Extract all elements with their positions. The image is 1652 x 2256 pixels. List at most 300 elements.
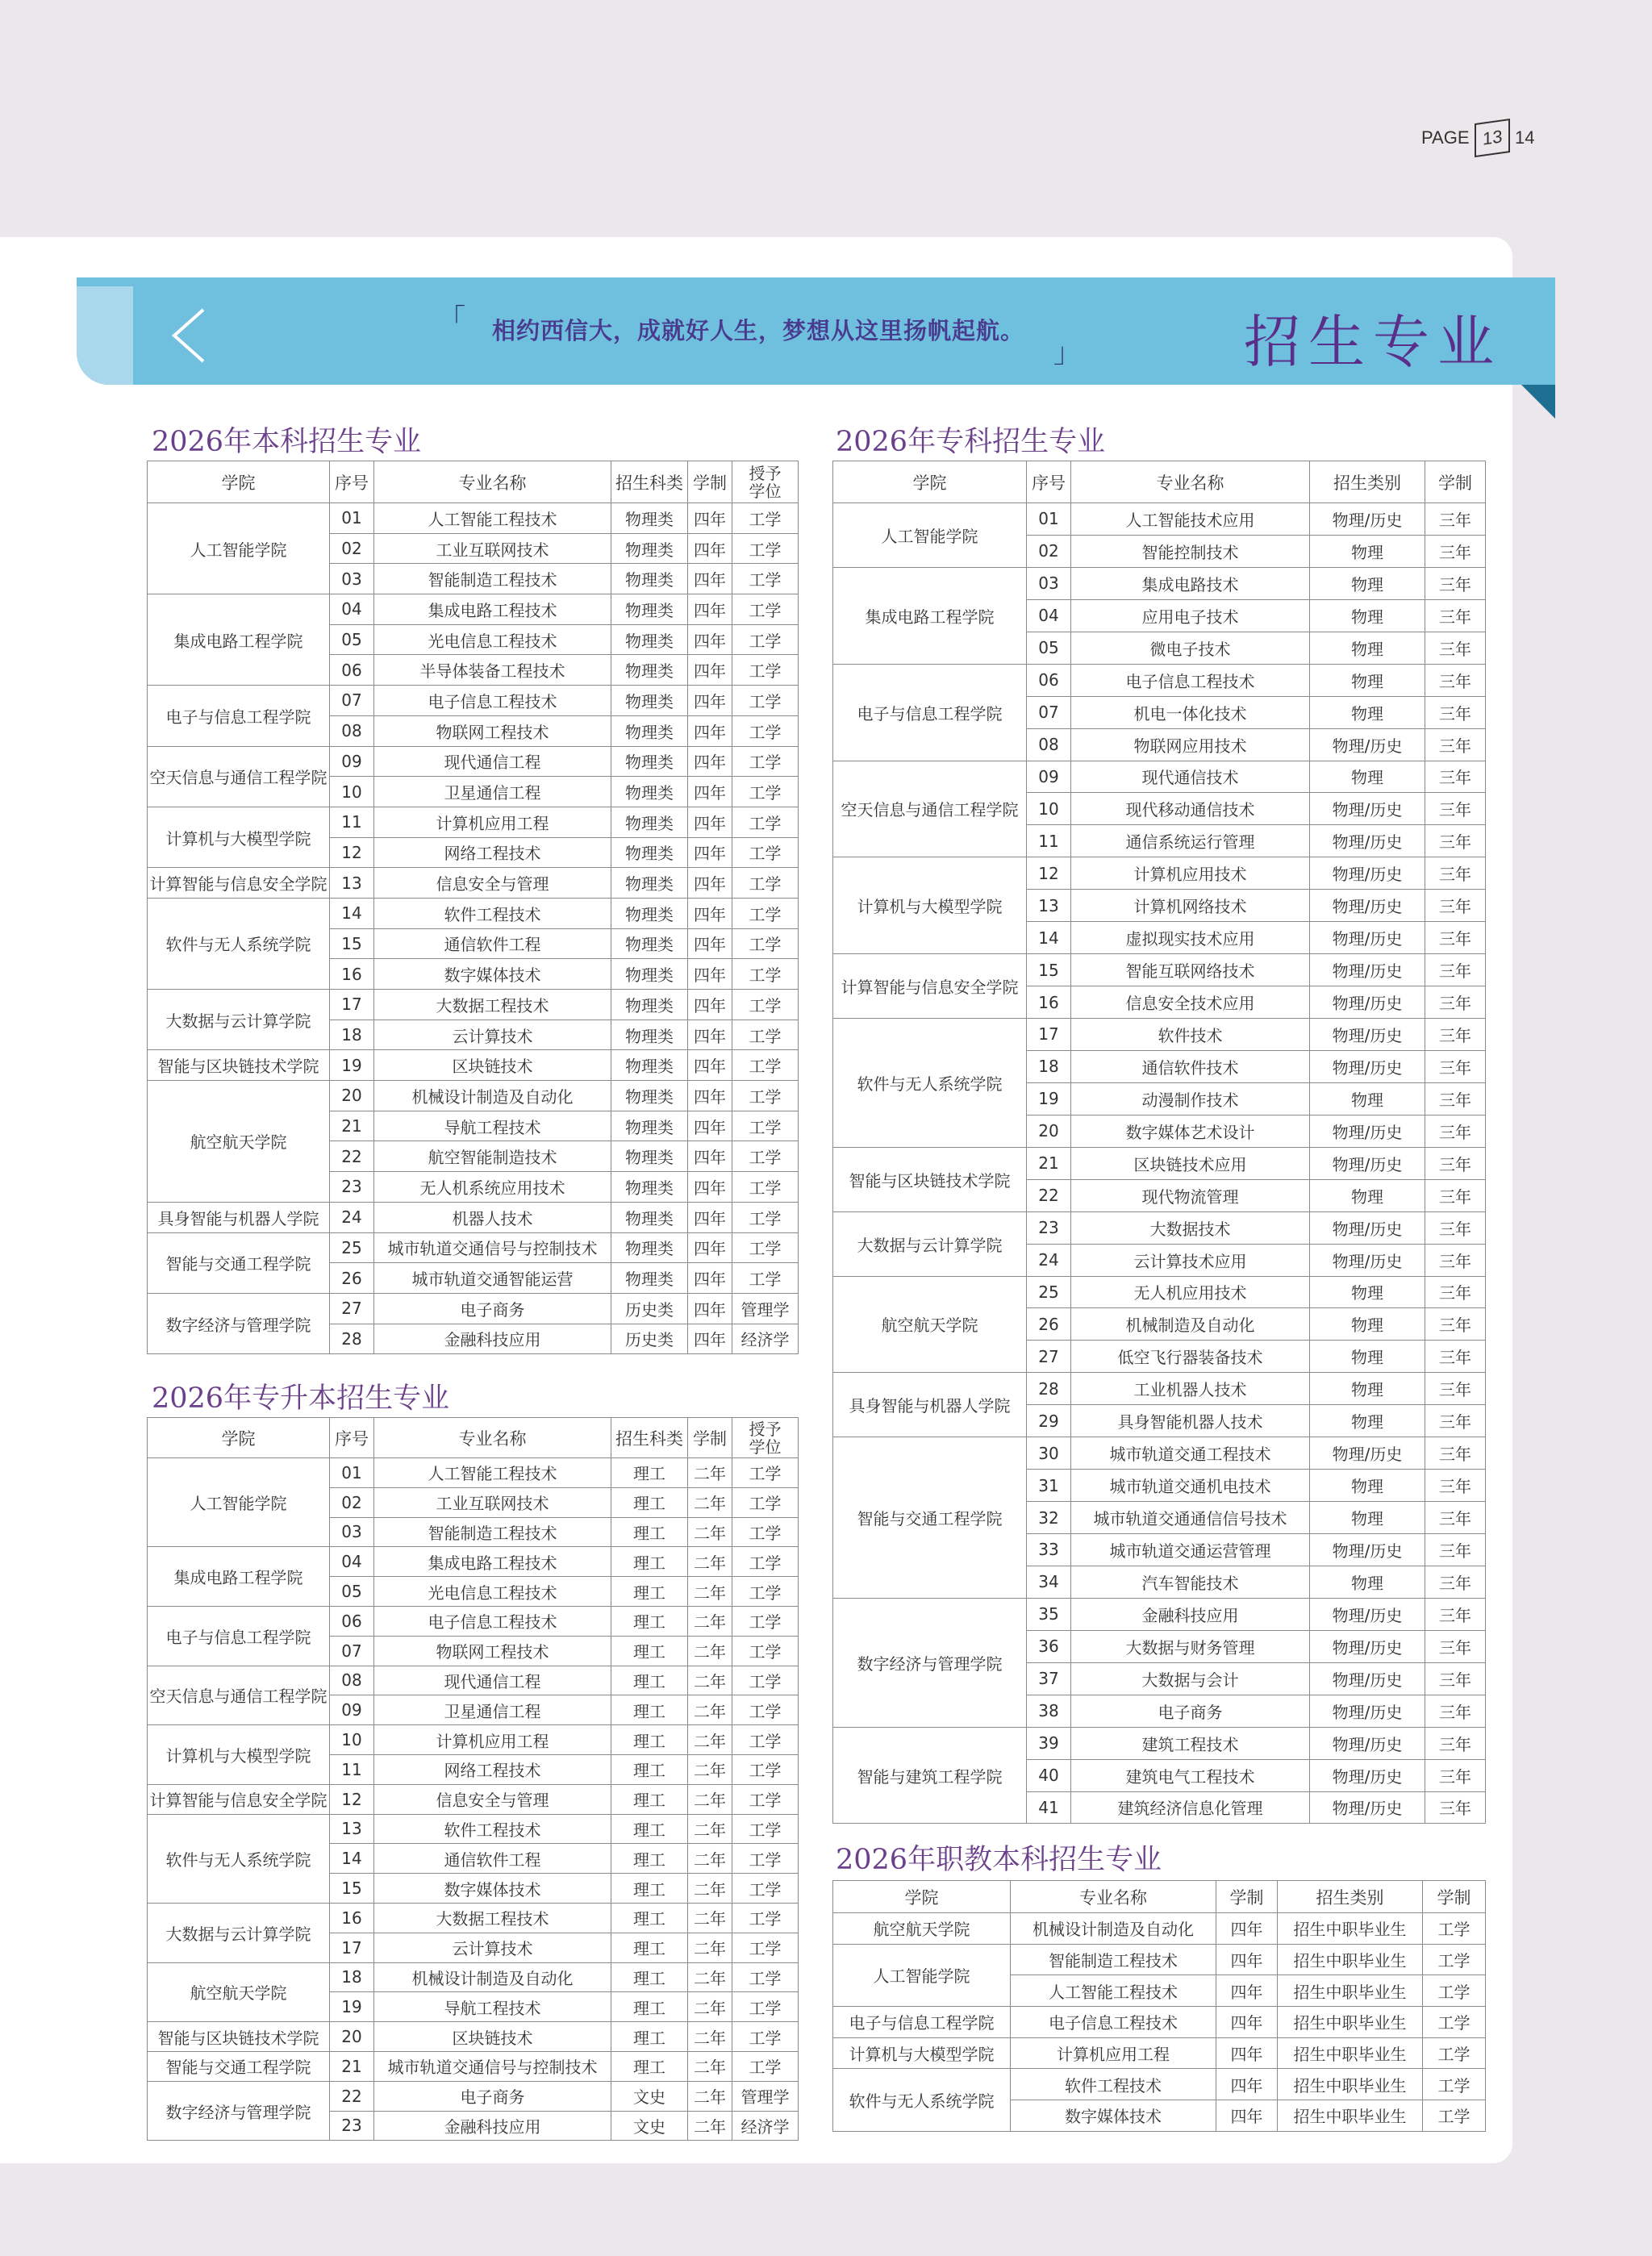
- major-cell: 工业互联网技术: [374, 533, 611, 564]
- number-cell: 22: [1027, 1179, 1071, 1211]
- col-header-major: 专业名称: [1071, 461, 1310, 503]
- number-cell: 06: [330, 1606, 374, 1636]
- table-row: [148, 2081, 799, 2111]
- col-header-college: 学院: [148, 1418, 330, 1458]
- number-cell: 25: [330, 1232, 374, 1263]
- table-row: [148, 503, 799, 534]
- degree-cell: 工学: [1423, 2100, 1486, 2132]
- college-cell: 电子与信息工程学院: [148, 1606, 330, 1666]
- degree-cell: 工学: [732, 1666, 799, 1695]
- col-header-major: 专业名称: [374, 461, 611, 503]
- number-cell: 28: [330, 1324, 374, 1354]
- college-cell: 人工智能学院: [833, 1944, 1011, 2006]
- degree-cell: 工学: [732, 1202, 799, 1232]
- major-cell: 数字媒体技术: [374, 1874, 611, 1904]
- category-cell: 物理/历史: [1310, 857, 1425, 890]
- number-cell: 16: [330, 959, 374, 990]
- degree-cell: 工学: [732, 1050, 799, 1081]
- category-cell: 招生中职毕业生: [1278, 2069, 1423, 2100]
- degree-cell: 工学: [732, 1458, 799, 1488]
- major-cell: 微电子技术: [1071, 632, 1310, 664]
- major-cell: 智能制造工程技术: [374, 564, 611, 594]
- table-row: [833, 2037, 1486, 2069]
- degree-cell: 工学: [732, 990, 799, 1020]
- degree-cell: 工学: [732, 1547, 799, 1577]
- category-cell: 物理/历史: [1310, 825, 1425, 857]
- table-row: [148, 868, 799, 899]
- duration-cell: 三年: [1425, 793, 1486, 825]
- table-row: [148, 2022, 799, 2052]
- college-cell: 智能与交通工程学院: [148, 2051, 330, 2081]
- degree-cell: 工学: [732, 686, 799, 716]
- college-cell: 软件与无人系统学院: [148, 898, 330, 989]
- major-cell: 数字媒体艺术设计: [1071, 1115, 1310, 1147]
- number-cell: 22: [330, 1141, 374, 1172]
- duration-cell: 四年: [688, 807, 732, 837]
- undergrad-majors-table: [147, 461, 799, 1354]
- number-cell: 24: [1027, 1244, 1071, 1276]
- degree-cell: 工学: [732, 1695, 799, 1725]
- number-cell: 07: [1027, 696, 1071, 728]
- table-row: [833, 664, 1486, 696]
- number-cell: 06: [1027, 664, 1071, 696]
- major-cell: 电子信息工程技术: [1071, 664, 1310, 696]
- degree-cell: 工学: [1423, 1975, 1486, 2007]
- major-cell: 区块链技术: [374, 2022, 611, 2052]
- duration-cell: 四年: [688, 1232, 732, 1263]
- duration-cell: 三年: [1425, 664, 1486, 696]
- college-cell: 人工智能学院: [148, 503, 330, 594]
- college-cell: 集成电路工程学院: [833, 567, 1027, 664]
- degree-cell: 工学: [732, 1933, 799, 1962]
- category-cell: 物理类: [611, 777, 688, 807]
- category-cell: 物理: [1310, 761, 1425, 793]
- number-cell: 24: [330, 1202, 374, 1232]
- table-row: [148, 686, 799, 716]
- college-cell: 空天信息与通信工程学院: [148, 746, 330, 807]
- major-cell: 机电一体化技术: [1071, 696, 1310, 728]
- number-cell: 15: [1027, 954, 1071, 986]
- table-row: [148, 1232, 799, 1263]
- major-cell: 智能控制技术: [1071, 535, 1310, 567]
- major-cell: 计算机应用工程: [374, 1725, 611, 1755]
- degree-cell: 工学: [732, 1141, 799, 1172]
- college-cell: 智能与区块链技术学院: [833, 1147, 1027, 1211]
- major-cell: 智能制造工程技术: [1011, 1944, 1216, 1975]
- number-cell: 03: [330, 564, 374, 594]
- banner-fold: [1521, 385, 1555, 419]
- duration-cell: 四年: [688, 1020, 732, 1050]
- college-cell: 软件与无人系统学院: [148, 1814, 330, 1903]
- major-cell: 人工智能技术应用: [1071, 503, 1310, 536]
- duration-cell: 四年: [688, 898, 732, 928]
- duration-cell: 三年: [1425, 1534, 1486, 1566]
- number-cell: 13: [330, 868, 374, 899]
- category-cell: 物理/历史: [1310, 728, 1425, 761]
- duration-cell: 二年: [688, 1695, 732, 1725]
- duration-cell: 三年: [1425, 567, 1486, 599]
- table-row: [148, 807, 799, 837]
- college-cell: 空天信息与通信工程学院: [148, 1666, 330, 1725]
- category-cell: 文史: [611, 2081, 688, 2111]
- degree-cell: 工学: [732, 503, 799, 534]
- major-cell: 导航工程技术: [374, 1111, 611, 1141]
- duration-cell: 四年: [1216, 2069, 1278, 2100]
- category-cell: 物理/历史: [1310, 1115, 1425, 1147]
- major-cell: 物联网工程技术: [374, 715, 611, 746]
- number-cell: 34: [1027, 1566, 1071, 1598]
- number-cell: 20: [330, 1081, 374, 1111]
- number-cell: 19: [330, 1050, 374, 1081]
- number-cell: 06: [330, 655, 374, 686]
- col-header-major: 专业名称: [1011, 1881, 1216, 1913]
- duration-cell: 四年: [688, 1172, 732, 1203]
- major-cell: 导航工程技术: [374, 1992, 611, 2022]
- major-cell: 建筑经济信息化管理: [1071, 1791, 1310, 1824]
- category-cell: 物理/历史: [1310, 1727, 1425, 1759]
- col-header-college: 学院: [148, 461, 330, 503]
- degree-cell: 工学: [732, 1020, 799, 1050]
- degree-cell: 工学: [732, 1487, 799, 1517]
- number-cell: 14: [1027, 922, 1071, 954]
- duration-cell: 二年: [688, 1606, 732, 1636]
- degree-cell: 工学: [732, 1784, 799, 1814]
- number-cell: 25: [1027, 1276, 1071, 1308]
- duration-cell: 三年: [1425, 1341, 1486, 1373]
- number-cell: 40: [1027, 1759, 1071, 1791]
- duration-cell: 三年: [1425, 728, 1486, 761]
- duration-cell: 三年: [1425, 761, 1486, 793]
- category-cell: 物理: [1310, 1470, 1425, 1502]
- category-cell: 物理/历史: [1310, 890, 1425, 922]
- duration-cell: 三年: [1425, 1179, 1486, 1211]
- major-cell: 大数据工程技术: [374, 990, 611, 1020]
- col-header-degree: 授予 学位: [732, 1418, 799, 1458]
- college-cell: 航空航天学院: [833, 1913, 1011, 1945]
- duration-cell: 四年: [688, 594, 732, 625]
- number-cell: 04: [330, 1547, 374, 1577]
- college-cell: 大数据与云计算学院: [148, 990, 330, 1050]
- close-quote: 」: [1053, 337, 1081, 369]
- table-row: [833, 954, 1486, 986]
- category-cell: 理工: [611, 1458, 688, 1488]
- major-cell: 机械设计制造及自动化: [374, 1081, 611, 1111]
- category-cell: 物理/历史: [1310, 1534, 1425, 1566]
- table-row: [148, 1725, 799, 1755]
- category-cell: 物理类: [611, 1081, 688, 1111]
- major-cell: 集成电路工程技术: [374, 594, 611, 625]
- degree-cell: 工学: [732, 533, 799, 564]
- table-row: [833, 567, 1486, 599]
- major-cell: 信息安全与管理: [374, 868, 611, 899]
- category-cell: 物理/历史: [1310, 1695, 1425, 1727]
- number-cell: 17: [1027, 1019, 1071, 1051]
- college-cell: 软件与无人系统学院: [833, 1019, 1027, 1148]
- major-cell: 软件工程技术: [374, 898, 611, 928]
- major-cell: 智能互联网络技术: [1071, 954, 1310, 986]
- major-cell: 人工智能工程技术: [1011, 1975, 1216, 2007]
- col-header-degree: 学制: [1423, 1881, 1486, 1913]
- category-cell: 物理类: [611, 807, 688, 837]
- duration-cell: 二年: [688, 1903, 732, 1933]
- college-cell: 大数据与云计算学院: [833, 1211, 1027, 1276]
- major-cell: 城市轨道交通智能运营: [374, 1263, 611, 1294]
- category-cell: 物理: [1310, 1373, 1425, 1405]
- degree-cell: 工学: [732, 1081, 799, 1111]
- major-cell: 现代物流管理: [1071, 1179, 1310, 1211]
- number-cell: 19: [1027, 1082, 1071, 1115]
- degree-cell: 工学: [732, 1636, 799, 1666]
- number-cell: 18: [1027, 1050, 1071, 1082]
- number-cell: 41: [1027, 1791, 1071, 1824]
- degree-cell: 工学: [732, 1517, 799, 1547]
- table-row: [833, 1211, 1486, 1244]
- page-number: [1421, 121, 1534, 155]
- number-cell: 14: [330, 898, 374, 928]
- number-cell: 07: [330, 686, 374, 716]
- category-cell: 物理: [1310, 1179, 1425, 1211]
- number-cell: 10: [1027, 793, 1071, 825]
- table-row: [148, 1458, 799, 1488]
- number-cell: 23: [330, 2111, 374, 2141]
- table-row: [148, 1081, 799, 1111]
- number-cell: 18: [330, 1020, 374, 1050]
- major-cell: 具身智能机器人技术: [1071, 1405, 1310, 1437]
- duration-cell: 四年: [688, 990, 732, 1020]
- duration-cell: 三年: [1425, 1276, 1486, 1308]
- number-cell: 09: [1027, 761, 1071, 793]
- major-cell: 电子商务: [374, 2081, 611, 2111]
- number-cell: 19: [330, 1992, 374, 2022]
- duration-cell: 三年: [1425, 503, 1486, 536]
- vocational-majors-table: [832, 461, 1486, 1824]
- degree-cell: 工学: [732, 1903, 799, 1933]
- category-cell: 物理/历史: [1310, 1630, 1425, 1662]
- category-cell: 物理: [1310, 1308, 1425, 1341]
- table-row: [148, 746, 799, 777]
- category-cell: 物理类: [611, 898, 688, 928]
- banner-accent: [77, 286, 133, 385]
- major-cell: 数字媒体技术: [1011, 2100, 1216, 2132]
- major-cell: 网络工程技术: [374, 1754, 611, 1784]
- college-cell: 数字经济与管理学院: [833, 1598, 1027, 1727]
- category-cell: 物理/历史: [1310, 1019, 1425, 1051]
- major-cell: 电子商务: [1071, 1695, 1310, 1727]
- category-cell: 物理类: [611, 564, 688, 594]
- duration-cell: 二年: [688, 1754, 732, 1784]
- degree-cell: 工学: [732, 594, 799, 625]
- number-cell: 02: [330, 533, 374, 564]
- major-cell: 软件工程技术: [374, 1814, 611, 1844]
- upgrade-majors-table: [147, 1417, 799, 2141]
- college-cell: 计算机与大模型学院: [148, 807, 330, 867]
- degree-cell: 工学: [732, 807, 799, 837]
- major-cell: 金融科技应用: [1071, 1598, 1310, 1630]
- major-cell: 现代通信技术: [1071, 761, 1310, 793]
- major-cell: 人工智能工程技术: [374, 503, 611, 534]
- duration-cell: 三年: [1425, 825, 1486, 857]
- duration-cell: 四年: [688, 746, 732, 777]
- duration-cell: 三年: [1425, 1308, 1486, 1341]
- major-cell: 城市轨道交通机电技术: [1071, 1470, 1310, 1502]
- category-cell: 物理类: [611, 959, 688, 990]
- vocational-section-title: 2026年专科招生专业: [836, 426, 1106, 458]
- major-cell: 物联网应用技术: [1071, 728, 1310, 761]
- number-cell: 36: [1027, 1630, 1071, 1662]
- category-cell: 理工: [611, 2022, 688, 2052]
- major-cell: 云计算技术应用: [1071, 1244, 1310, 1276]
- duration-cell: 三年: [1425, 1211, 1486, 1244]
- college-cell: 计算智能与信息安全学院: [833, 954, 1027, 1019]
- major-cell: 汽车智能技术: [1071, 1566, 1310, 1598]
- duration-cell: 三年: [1425, 1244, 1486, 1276]
- number-cell: 13: [330, 1814, 374, 1844]
- degree-cell: 管理学: [732, 1293, 799, 1324]
- major-cell: 集成电路技术: [1071, 567, 1310, 599]
- degree-cell: 工学: [732, 1606, 799, 1636]
- table-row: [833, 1913, 1486, 1945]
- college-cell: 集成电路工程学院: [148, 594, 330, 686]
- college-cell: 计算机与大模型学院: [833, 2037, 1011, 2069]
- number-cell: 01: [330, 1458, 374, 1488]
- duration-cell: 二年: [688, 1666, 732, 1695]
- table-row: [148, 1784, 799, 1814]
- category-cell: 物理/历史: [1310, 1050, 1425, 1082]
- number-cell: 29: [1027, 1405, 1071, 1437]
- degree-cell: 工学: [732, 1263, 799, 1294]
- duration-cell: 四年: [688, 624, 732, 655]
- degree-cell: 工学: [732, 1962, 799, 1992]
- category-cell: 物理: [1310, 1502, 1425, 1534]
- category-cell: 物理/历史: [1310, 1437, 1425, 1470]
- degree-cell: 工学: [732, 1111, 799, 1141]
- duration-cell: 三年: [1425, 1566, 1486, 1598]
- duration-cell: 三年: [1425, 954, 1486, 986]
- college-cell: 数字经济与管理学院: [148, 1293, 330, 1353]
- degree-cell: 工学: [732, 1874, 799, 1904]
- major-cell: 卫星通信工程: [374, 777, 611, 807]
- duration-cell: 三年: [1425, 1502, 1486, 1534]
- duration-cell: 四年: [688, 1263, 732, 1294]
- number-cell: 35: [1027, 1598, 1071, 1630]
- major-cell: 动漫制作技术: [1071, 1082, 1310, 1115]
- col-header-number: 序号: [330, 461, 374, 503]
- number-cell: 08: [330, 1666, 374, 1695]
- major-cell: 金融科技应用: [374, 2111, 611, 2141]
- duration-cell: 四年: [688, 1202, 732, 1232]
- major-cell: 计算机应用技术: [1071, 857, 1310, 890]
- number-cell: 23: [330, 1172, 374, 1203]
- table-row: [833, 1437, 1486, 1470]
- duration-cell: 四年: [688, 1050, 732, 1081]
- number-cell: 12: [1027, 857, 1071, 890]
- major-cell: 电子信息工程技术: [374, 686, 611, 716]
- number-cell: 20: [330, 2022, 374, 2052]
- category-cell: 物理/历史: [1310, 503, 1425, 536]
- duration-cell: 三年: [1425, 1630, 1486, 1662]
- duration-cell: 四年: [688, 503, 732, 534]
- number-cell: 08: [330, 715, 374, 746]
- major-cell: 计算机网络技术: [1071, 890, 1310, 922]
- major-cell: 计算机应用工程: [374, 807, 611, 837]
- duration-cell: 三年: [1425, 1470, 1486, 1502]
- category-cell: 理工: [611, 1874, 688, 1904]
- number-cell: 10: [330, 777, 374, 807]
- number-cell: 28: [1027, 1373, 1071, 1405]
- degree-cell: 工学: [1423, 1944, 1486, 1975]
- duration-cell: 四年: [688, 837, 732, 868]
- number-cell: 05: [1027, 632, 1071, 664]
- number-cell: 07: [330, 1636, 374, 1666]
- category-cell: 物理: [1310, 632, 1425, 664]
- number-cell: 05: [330, 624, 374, 655]
- major-cell: 云计算技术: [374, 1933, 611, 1962]
- college-cell: 数字经济与管理学院: [148, 2081, 330, 2141]
- col-header-category: 招生类别: [1278, 1881, 1423, 1913]
- major-cell: 半导体装备工程技术: [374, 655, 611, 686]
- col-header-duration: 学制: [688, 461, 732, 503]
- col-header-category: 招生类别: [1310, 461, 1425, 503]
- number-cell: 26: [1027, 1308, 1071, 1341]
- category-cell: 物理/历史: [1310, 1211, 1425, 1244]
- category-cell: 理工: [611, 1666, 688, 1695]
- number-cell: 11: [1027, 825, 1071, 857]
- degree-cell: 工学: [732, 959, 799, 990]
- category-cell: 物理类: [611, 1020, 688, 1050]
- category-cell: 招生中职毕业生: [1278, 1944, 1423, 1975]
- table-row: [148, 1050, 799, 1081]
- degree-cell: 工学: [732, 2051, 799, 2081]
- category-cell: 物理/历史: [1310, 1147, 1425, 1179]
- table-row: [148, 2051, 799, 2081]
- major-cell: 信息安全与管理: [374, 1784, 611, 1814]
- duration-cell: 二年: [688, 1962, 732, 1992]
- duration-cell: 二年: [688, 1814, 732, 1844]
- duration-cell: 四年: [688, 777, 732, 807]
- number-cell: 08: [1027, 728, 1071, 761]
- major-cell: 低空飞行器装备技术: [1071, 1341, 1310, 1373]
- col-header-duration: 学制: [1216, 1881, 1278, 1913]
- college-cell: 电子与信息工程学院: [833, 2007, 1011, 2038]
- number-cell: 22: [330, 2081, 374, 2111]
- category-cell: 物理类: [611, 868, 688, 899]
- college-cell: 智能与建筑工程学院: [833, 1727, 1027, 1824]
- number-cell: 31: [1027, 1470, 1071, 1502]
- table-row: [833, 2007, 1486, 2038]
- college-cell: 具身智能与机器人学院: [148, 1202, 330, 1232]
- number-cell: 27: [330, 1293, 374, 1324]
- duration-cell: 二年: [688, 1874, 732, 1904]
- table-row: [148, 1606, 799, 1636]
- college-cell: 计算智能与信息安全学院: [148, 1784, 330, 1814]
- category-cell: 物理类: [611, 686, 688, 716]
- major-cell: 城市轨道交通信号与控制技术: [374, 2051, 611, 2081]
- number-cell: 04: [1027, 599, 1071, 632]
- number-cell: 21: [330, 1111, 374, 1141]
- duration-cell: 四年: [688, 564, 732, 594]
- chevron-left-icon[interactable]: [169, 306, 218, 363]
- table-row: [833, 2069, 1486, 2100]
- major-cell: 城市轨道交通信号与控制技术: [374, 1232, 611, 1263]
- category-cell: 理工: [611, 1933, 688, 1962]
- category-cell: 物理类: [611, 837, 688, 868]
- duration-cell: 二年: [688, 1844, 732, 1874]
- table-row: [833, 1373, 1486, 1405]
- category-cell: 物理类: [611, 624, 688, 655]
- col-header-college: 学院: [833, 461, 1027, 503]
- category-cell: 招生中职毕业生: [1278, 1975, 1423, 2007]
- duration-cell: 二年: [688, 1517, 732, 1547]
